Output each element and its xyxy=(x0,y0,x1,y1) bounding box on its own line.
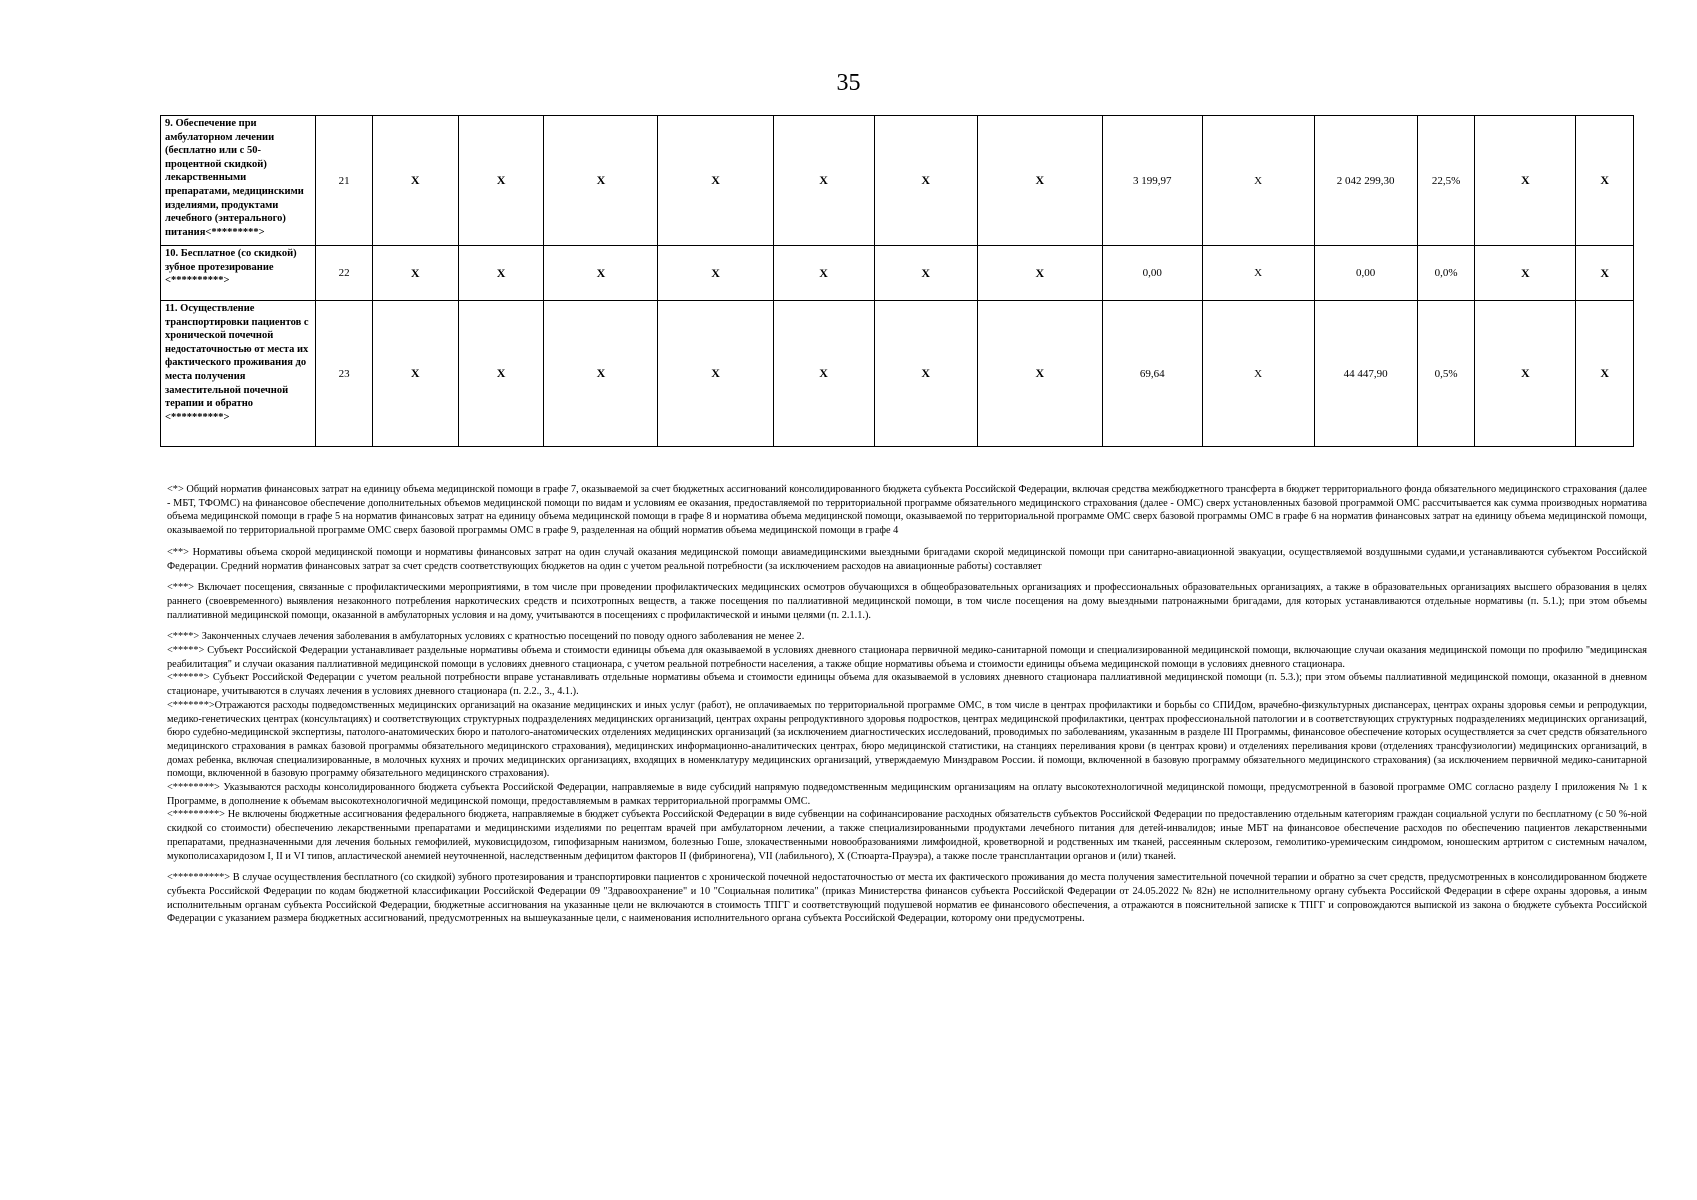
table-cell: X xyxy=(544,301,658,447)
table-cell: X xyxy=(1202,301,1314,447)
table-cell: X xyxy=(544,246,658,301)
footnote: <********> Указываются расходы консолидированного бюджета субъекта Российской Федерации, направляемые в виде субсидий напрямую подведомственным медицинским организациям на оплату высокотехнологичной медицинской помощи, предусмотренной в базовой программе ОМС согласно разделу I приложения № 1 к Программе, в дополнение к объемам высокотехнологичной медицинской помощи, предоставляемым в рамках территориальной программы ОМС. xyxy=(167,782,1647,807)
table-cell: X xyxy=(1576,116,1634,246)
footnotes xyxy=(167,483,1647,926)
table-cell: X xyxy=(1475,116,1576,246)
footnote: <**> Нормативы объема скорой медицинской помощи и нормативы финансовых затрат на один случай оказания медицинской помощи авиамедицинскими выездными бригадами скорой медицинской помощи при санитарно-авиационной эвакуации, осуществляемой воздушными судами,и устанавливаются субъектом Российской Федерации. Средний норматив финансовых затрат за счет средств соответствующих бюджетов на один с учетом реальной потребности (за исключением расходов на авиационные работы) составляет xyxy=(167,546,1647,572)
row-number: 21 xyxy=(316,116,372,246)
table-cell: X xyxy=(658,116,773,246)
table-cell: X xyxy=(658,301,773,447)
row-name: 11. Осуществление транспортировки пациентов с хронической почечной недостаточностью от места их фактического проживания до места получения заместительной почечной терапии и обратно <**********> xyxy=(161,301,316,447)
row-number: 22 xyxy=(316,246,372,301)
table-cell: X xyxy=(773,301,874,447)
row-name: 9. Обеспечение при амбулаторном лечении (бесплатно или с 50-процентной скидкой) лекарственными препаратами, медицинскими изделиями, продуктами лечебного (энтерального) питания<*********> xyxy=(161,116,316,246)
table-cell: 0,00 xyxy=(1314,246,1417,301)
table-cell: X xyxy=(658,246,773,301)
row-name: 10. Бесплатное (со скидкой) зубное протезирование <**********> xyxy=(161,246,316,301)
table-cell: X xyxy=(1475,246,1576,301)
row-number: 23 xyxy=(316,301,372,447)
table-cell: 69,64 xyxy=(1102,301,1202,447)
table-cell: 0,00 xyxy=(1102,246,1202,301)
table-row xyxy=(161,301,1634,447)
table-cell: 0,0% xyxy=(1417,246,1475,301)
page-number: 35 xyxy=(836,70,861,96)
table-cell: X xyxy=(977,116,1102,246)
footnote: <**********> В случае осуществления бесплатного (со скидкой) зубного протезирования и транспортировки пациентов с хронической почечной недостаточностью от места их фактического проживания до места получения заместительной почечной терапии и обратно за счет средств, предусмотренных в консолидированном бюджете субъекта Российской Федерации по кодам бюджетной классификации Российской Федерации 09 "Здравоохранение" и 10 "Социальная политика" (приказ Министерства финансов субъекта Российской Федерации от 24.05.2022 № 82н) не исполнительному органу субъекта Российской Федерации в сфере охраны здоровья, а иным исполнительным органам субъекта Российской Федерации, бюджетные ассигнования на указанные цели не включаются в стоимость ТПГГ и соответствующий подушевой норматив ее финансового обеспечения, а отражаются в пояснительной записке к ТПГГ и сопровождаются выпиской из закона о бюджете субъекта Российской Федерации с указанием размера бюджетных ассигнований, предусмотренных на вышеуказанные цели, с наименования исполнительного органа субъекта Российской Федерации, которому они предусмотрены. xyxy=(167,872,1647,925)
footnote: <***> Включает посещения, связанные с профилактическими мероприятиями, в том числе при проведении профилактических медицинских осмотров обучающихся в общеобразовательных организациях и профессиональных образовательных организациях, а также в образовательных организациях высшего образования в целях раннего (своевременного) выявления незаконного потребления наркотических средств и психотропных веществ, а также посещения по паллиативной медицинской помощи, в том числе посещения на дому выездными патронажными бригадами, для которых устанавливаются отдельные нормативы (п. 5.1.); при этом объемы паллиативной медицинской помощи, оказанной в амбулаторных условия и на дому, учитываются в посещениях с профилактической и иными целями (п. 2.1.1.). xyxy=(167,582,1647,621)
table-cell: X xyxy=(773,246,874,301)
table-cell: X xyxy=(1576,246,1634,301)
table-cell: X xyxy=(1202,116,1314,246)
table-cell: X xyxy=(1202,246,1314,301)
table-cell: 2 042 299,30 xyxy=(1314,116,1417,246)
table-cell: 0,5% xyxy=(1417,301,1475,447)
table-row xyxy=(161,246,1634,301)
footnote: <*****> Субъект Российской Федерации устанавливает раздельные нормативы объема и стоимости единицы объема для оказываемой в условиях дневного стационара первичной медико-санитарной помощи и специализированной медицинской помощи, включающие случаи оказания медицинской помощи по профилю "медицинская реабилитация" и случаи оказания паллиативной медицинской помощи в условиях дневного стационара, с учетом реальной потребности населения, а также общие нормативы объема и стоимости единицы объема медицинской помощи в условиях дневного стационара. xyxy=(167,645,1647,670)
footnote: <******> Субъект Российской Федерации с учетом реальной потребности вправе устанавливать отдельные нормативы объема и стоимости единицы объема для оказываемой в условиях дневного стационара паллиативной медицинской помощи (п. 5.3.); при этом объемы паллиативной медицинской помощи, оказанной в дневном стационаре, учитываются в случаях лечения в условиях дневного стационара (п. 2.2., 3., 4.1.). xyxy=(167,672,1647,698)
table-cell: X xyxy=(458,116,544,246)
table-cell: X xyxy=(458,246,544,301)
table-cell: 22,5% xyxy=(1417,116,1475,246)
table-cell: X xyxy=(372,246,458,301)
table-cell: X xyxy=(1475,301,1576,447)
table-cell: X xyxy=(977,301,1102,447)
footnote: <*> Общий норматив финансовых затрат на единицу объема медицинской помощи в графе 7, оказываемой за счет бюджетных ассигнований консолидированного бюджета субъекта Российской Федерации, включая средства межбюджетного трансферта в бюджет территориального фонда обязательного медицинского страхования (далее - МБТ, ТФОМС) на финансовое обеспечение дополнительных объемов медицинской помощи по видам и условиям ее оказания, предоставляемой по территориальной программе обязательного медицинского страхования (далее - ОМС) сверх установленных базовой программой ОМС рассчитывается как сумма производных норматива объема медицинской помощи в графе 5 на норматив финансовых затрат на единицу объема медицинской помощи в графе 8 и норматива объема медицинской помощи, оказываемой по территориальной программе ОМС сверх базовой программы ОМС в графе 6 на норматив финансовых затрат на единицу объема медицинской помощи, оказываемой по территориальной программе ОМС сверх базовой программы ОМС в графе 9, разделенная на общий норматив объема медицинской помощи в графе 4 xyxy=(167,484,1647,537)
table-row xyxy=(161,116,1634,246)
table-cell: 44 447,90 xyxy=(1314,301,1417,447)
table-cell: X xyxy=(874,301,977,447)
table-cell: X xyxy=(874,116,977,246)
table-cell: X xyxy=(977,246,1102,301)
footnote: <****> Законченных случаев лечения заболевания в амбулаторных условиях с кратностью посещений по поводу одного заболевания не менее 2. xyxy=(167,631,805,643)
table-cell: X xyxy=(458,301,544,447)
table-cell: X xyxy=(372,116,458,246)
financing-table xyxy=(160,115,1634,447)
table-cell: X xyxy=(773,116,874,246)
table-cell: X xyxy=(372,301,458,447)
table-cell: X xyxy=(544,116,658,246)
table-cell: X xyxy=(1576,301,1634,447)
table-cell: X xyxy=(874,246,977,301)
footnote: <*********> Не включены бюджетные ассигнования федерального бюджета, направляемые в бюджет субъекта Российской Федерации в виде субвенции на софинансирование расходных обязательств субъектов Российской Федерации по предоставлению отдельным категориям граждан социальной услуги по бесплатному (с 50 %-ной скидкой со стоимости) обеспечению лекарственными препаратами и медицинскими изделиями по рецептам врачей при амбулаторном лечении, а также специализированными продуктами лечебного питания для детей-инвалидов; иные МБТ на финансовое обеспечение расходов по обеспечению пациентов лекарственными препаратами, предназначенными для лечения больных гемофилией, муковисцидозом, гипофизарным нанизмом, болезнью Гоше, злокачественными новообразованиями лимфоидной, кроветворной и родственных им тканей, рассеянным склерозом, гемолитико-уремическим синдромом, юношеским артритом с системным началом, мукополисахаридозом I, II и VI типов, апластической анемией неуточненной, наследственным дефицитом факторов II (фибриногена), VII (лабильного), X (Стюарта-Прауэра), а также после трансплантации органов и (или) тканей. xyxy=(167,809,1647,862)
table-cell: 3 199,97 xyxy=(1102,116,1202,246)
footnote: <*******>Отражаются расходы подведомственных медицинских организаций на оказание медицинских и иных услуг (работ), не оплачиваемых по территориальной программе ОМС, в том числе в центрах профилактики и борьбы со СПИДом, врачебно-физкультурных диспансерах, центрах охраны здоровья семьи и репродукции, медико-генетических центрах (консультациях) и соответствующих структурных подразделениях медицинских организаций, центрах охраны репродуктивного здоровья подростков, центрах медицинской профилактики, центрах профессиональной патологии и в соответствующих структурных подразделениях медицинских организаций, бюро судебно-медицинской экспертизы, патолого-анатомических бюро и патолого-анатомических отделениях медицинских организаций (за исключением диагностических исследований, проводимых по заболеваниям, указанным в разделе III Программы, финансовое обеспечение которых осуществляется за счет средств обязательного медицинского страхования в рамках базовой программы обязательного медицинского страхования), медицинских информационно-аналитических центрах, бюро медицинской статистики, на станциях переливания крови (в центрах крови) и отделениях переливания крови (отделениях трансфузиологии) медицинских организаций, в домах ребенка, включая специализированные, в молочных кухнях и прочих медицинских организациях, входящих в номенклатуру медицинских организаций, утверждаемую Минздравом России. й помощи, включенной в базовую программу обязательного медицинского страхования) (за исключением первичной медико-санитарной помощи, включенной в базовую программу обязательного медицинского страхования). xyxy=(167,699,1647,780)
